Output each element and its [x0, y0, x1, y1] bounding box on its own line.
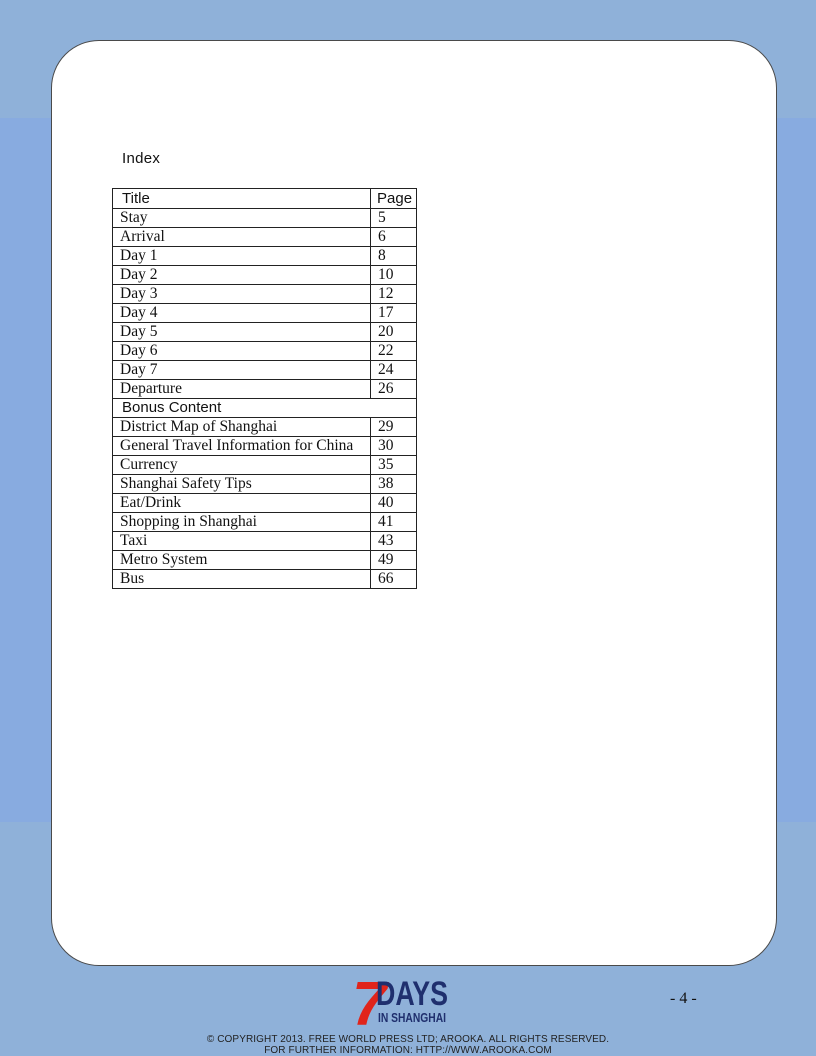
- row-page: 29: [371, 418, 417, 437]
- row-title: Taxi: [113, 532, 371, 551]
- table-row: [113, 209, 417, 228]
- table-row: [113, 247, 417, 266]
- further-info-link[interactable]: FOR FURTHER INFORMATION: HTTP://WWW.AROOKA.COM: [264, 1045, 552, 1056]
- table-row: [113, 228, 417, 247]
- seven-days-in-shanghai-logo: [352, 967, 452, 1039]
- row-title: Departure: [113, 380, 371, 399]
- table-row: [113, 437, 417, 456]
- logo-city: IN SHANGHAI: [378, 1010, 446, 1025]
- row-title: Day 7: [113, 361, 371, 380]
- copyright-notice: © COPYRIGHT 2013. FREE WORLD PRESS LTD; AROOKA. ALL RIGHTS RESERVED.: [206, 1034, 610, 1045]
- row-title: Day 4: [113, 304, 371, 323]
- table-row: [113, 285, 417, 304]
- row-page: 49: [371, 551, 417, 570]
- row-title: Eat/Drink: [113, 494, 371, 513]
- table-header-row: [113, 189, 417, 209]
- row-title: Currency: [113, 456, 371, 475]
- row-page: 22: [371, 342, 417, 361]
- row-title: General Travel Information for China: [113, 437, 371, 456]
- header-title: Title: [113, 189, 371, 209]
- row-title: Shopping in Shanghai: [113, 513, 371, 532]
- page-number: - 4 -: [670, 990, 697, 1007]
- row-page: 35: [371, 456, 417, 475]
- row-page: 38: [371, 475, 417, 494]
- row-page: 5: [371, 209, 417, 228]
- table-row: [113, 342, 417, 361]
- index-table: [112, 188, 417, 589]
- row-page: 66: [371, 570, 417, 589]
- bonus-section-label: Bonus Content: [113, 399, 417, 418]
- table-row: [113, 418, 417, 437]
- table-row: [113, 513, 417, 532]
- row-page: 30: [371, 437, 417, 456]
- row-title: Metro System: [113, 551, 371, 570]
- index-heading: Index: [122, 150, 161, 167]
- table-row: [113, 475, 417, 494]
- row-page: 41: [371, 513, 417, 532]
- bonus-section-row: [113, 399, 417, 418]
- table-row: [113, 361, 417, 380]
- table-row: [113, 570, 417, 589]
- row-title: Shanghai Safety Tips: [113, 475, 371, 494]
- row-title: Day 3: [113, 285, 371, 304]
- logo-seven: 7: [352, 970, 387, 1039]
- row-page: 8: [371, 247, 417, 266]
- table-row: [113, 532, 417, 551]
- row-page: 6: [371, 228, 417, 247]
- table-row: [113, 380, 417, 399]
- row-title: Day 6: [113, 342, 371, 361]
- table-row: [113, 323, 417, 342]
- table-row: [113, 551, 417, 570]
- row-page: 20: [371, 323, 417, 342]
- row-page: 10: [371, 266, 417, 285]
- logo-days: DAYS: [376, 975, 448, 1013]
- row-title: Arrival: [113, 228, 371, 247]
- row-page: 24: [371, 361, 417, 380]
- row-page: 40: [371, 494, 417, 513]
- row-title: Stay: [113, 209, 371, 228]
- table-row: [113, 266, 417, 285]
- row-title: Day 2: [113, 266, 371, 285]
- table-row: [113, 456, 417, 475]
- row-title: Day 5: [113, 323, 371, 342]
- row-title: Day 1: [113, 247, 371, 266]
- table-row: [113, 304, 417, 323]
- row-page: 43: [371, 532, 417, 551]
- row-page: 26: [371, 380, 417, 399]
- header-page: Page: [371, 189, 417, 209]
- row-page: 12: [371, 285, 417, 304]
- row-page: 17: [371, 304, 417, 323]
- row-title: Bus: [113, 570, 371, 589]
- row-title: District Map of Shanghai: [113, 418, 371, 437]
- table-row: [113, 494, 417, 513]
